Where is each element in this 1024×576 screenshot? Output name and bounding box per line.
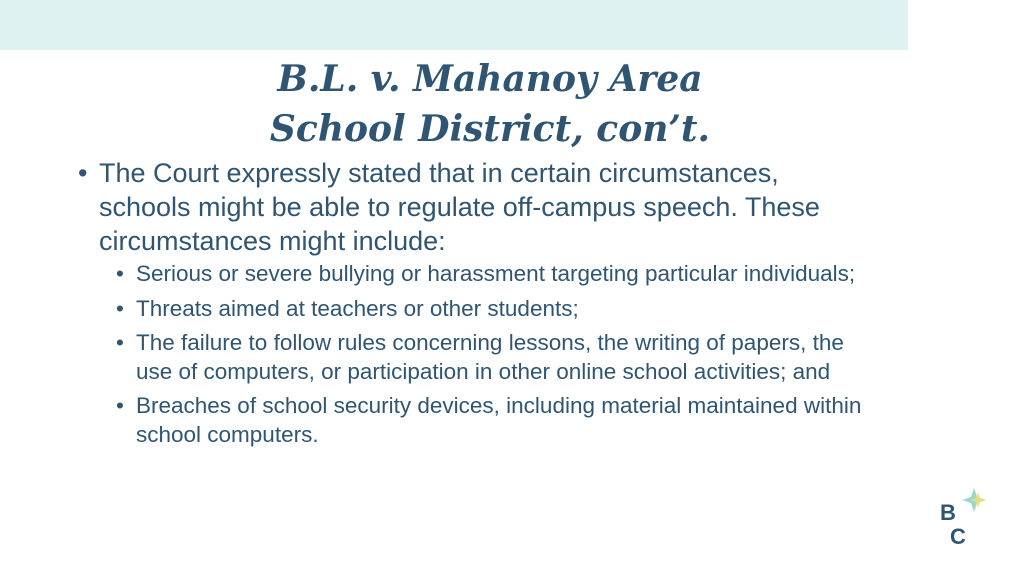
main-bullet-text: The Court expressly stated that in certain circumstances, schools might be able to regulate off-campus speech. These circumstances might include: [99,158,820,256]
main-bullet-item [74,156,874,258]
bullet-icon: • [78,158,88,188]
sub-bullet-text: Breaches of school security devices, including material maintained within school computers. [136,393,862,447]
bc-logo [936,486,990,546]
bullet-icon: • [116,330,124,355]
sub-bullet-item [74,329,874,386]
header-band [0,0,908,50]
slide-title [200,54,780,154]
title-line-1: B.L. v. Mahanoy Area [277,58,703,100]
logo-letter-b: B [940,500,956,525]
bullet-list [74,156,874,449]
sub-bullet-item [74,295,874,324]
sub-bullet-text: The failure to follow rules concerning lessons, the writing of papers, the use of computers, or participation in other online school activities; and [136,330,844,384]
bullet-icon: • [116,393,124,418]
sub-bullet-item [74,260,874,289]
logo-letter-c: C [950,524,966,546]
sub-bullet-text: Serious or severe bullying or harassment targeting particular individuals; [136,261,856,286]
sub-bullet-item [74,392,874,449]
sparkle-icon [962,488,986,512]
bullet-icon: • [116,261,124,286]
title-line-2: School District, con’t. [269,108,711,150]
sub-bullet-text: Threats aimed at teachers or other students; [136,295,579,321]
bullet-icon: • [116,295,124,321]
